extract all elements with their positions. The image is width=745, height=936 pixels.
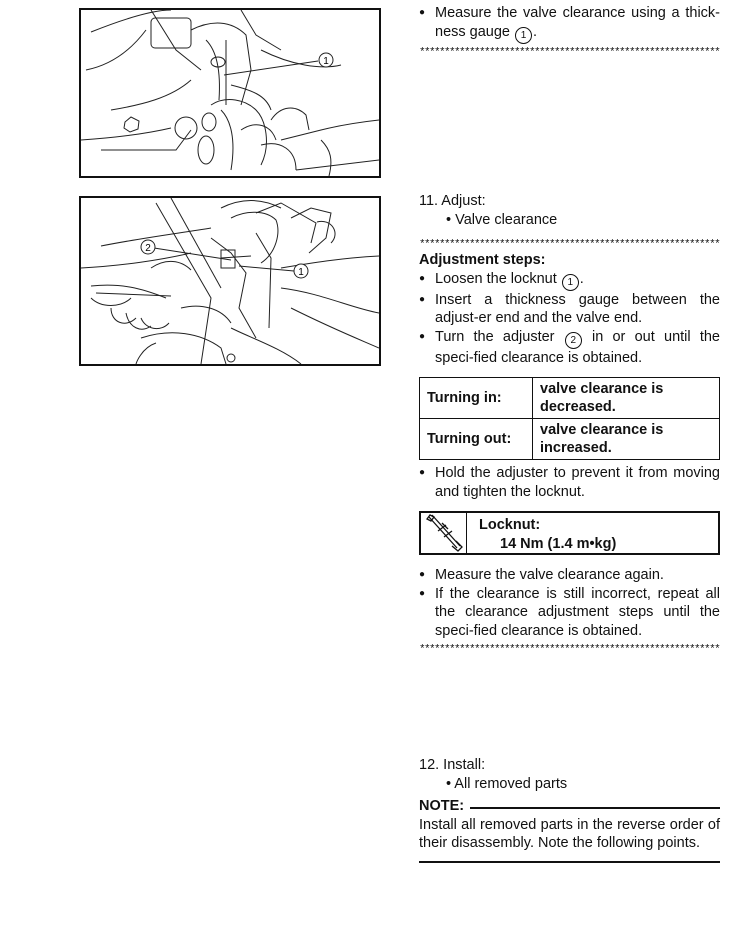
- table-cell: valve clearance is increased.: [533, 419, 720, 460]
- divider-stars: ************************************************************: [419, 644, 720, 656]
- step-11-label: 11. Adjust:: [419, 193, 486, 209]
- note-rule: [470, 807, 720, 809]
- adjustment-steps-title: Adjustment steps:: [419, 252, 546, 268]
- table-cell: Turning in:: [420, 378, 533, 419]
- torque-label: Locknut:: [479, 517, 541, 533]
- callout-2-label: 2: [145, 243, 151, 254]
- torque-wrench-icon-graphic: [424, 513, 464, 553]
- table-row: [420, 419, 720, 460]
- step-11-item: • Valve clearance: [446, 211, 558, 228]
- torque-spec-box: [419, 511, 720, 555]
- callout-1-label: 1: [298, 267, 304, 278]
- bullet-insert-gauge: ● Insert a thickness gauge between the adjust-er end and the valve end.: [419, 291, 720, 328]
- illustration-adjuster-locknut: [81, 198, 379, 364]
- step-12: [419, 756, 720, 793]
- measure-text-end: .: [533, 23, 538, 40]
- table-cell: Turning out:: [420, 419, 533, 460]
- measure-section: [419, 4, 720, 59]
- callout-1-label: 1: [323, 56, 329, 67]
- circled-number: 1: [562, 274, 579, 291]
- bullet-text-end: .: [579, 270, 584, 287]
- illustration-engine-feeler-gauge: [81, 10, 379, 176]
- note-label: NOTE:: [419, 798, 465, 814]
- torque-value: 14 Nm (1.4 m•kg): [500, 536, 617, 552]
- note-text: Install all removed parts in the reverse order of their disassembly. Note the following points.: [419, 816, 720, 851]
- step-12-item: • All removed parts: [446, 775, 568, 792]
- figure-valve-clearance-measure: [79, 8, 381, 178]
- circled-number: 1: [515, 27, 532, 44]
- bullet-text-end: in or out until the speci-fied clearance is obtained.: [435, 328, 720, 366]
- bullet-text: Turn the adjuster: [435, 328, 555, 345]
- bullet-turn-adjuster: [419, 328, 720, 368]
- divider-stars: ************************************************************: [419, 46, 720, 59]
- note-section: [419, 797, 720, 863]
- figure-valve-clearance-adjust: [79, 196, 381, 366]
- measure-text: Measure the valve clearance using a thick-ness gauge: [435, 5, 720, 40]
- bullet-text: Loosen the locknut: [435, 270, 557, 287]
- torque-text: [467, 513, 628, 553]
- torque-wrench-icon: [421, 513, 467, 553]
- measure-bullet: [419, 4, 720, 44]
- table-row: [420, 378, 720, 419]
- bullet-measure-again: ● Measure the valve clearance again.: [419, 566, 720, 585]
- bullet-hold-adjuster: ● Hold the adjuster to prevent it from moving and tighten the locknut.: [419, 464, 720, 501]
- turning-direction-table: [419, 377, 720, 460]
- adjustment-steps-section: [419, 239, 720, 656]
- step-12-label: 12. Install:: [419, 757, 486, 773]
- circled-number: 2: [565, 332, 582, 349]
- divider-stars: ************************************************************: [419, 239, 720, 251]
- note-bottom-rule: [419, 861, 720, 863]
- step-11: [419, 192, 720, 229]
- table-cell: valve clearance is decreased.: [533, 378, 720, 419]
- bullet-loosen-locknut: [419, 270, 720, 291]
- bullet-repeat-steps: ● If the clearance is still incorrect, repeat all the clearance adjustment steps until the speci-fied clearance is obtained.: [419, 585, 720, 641]
